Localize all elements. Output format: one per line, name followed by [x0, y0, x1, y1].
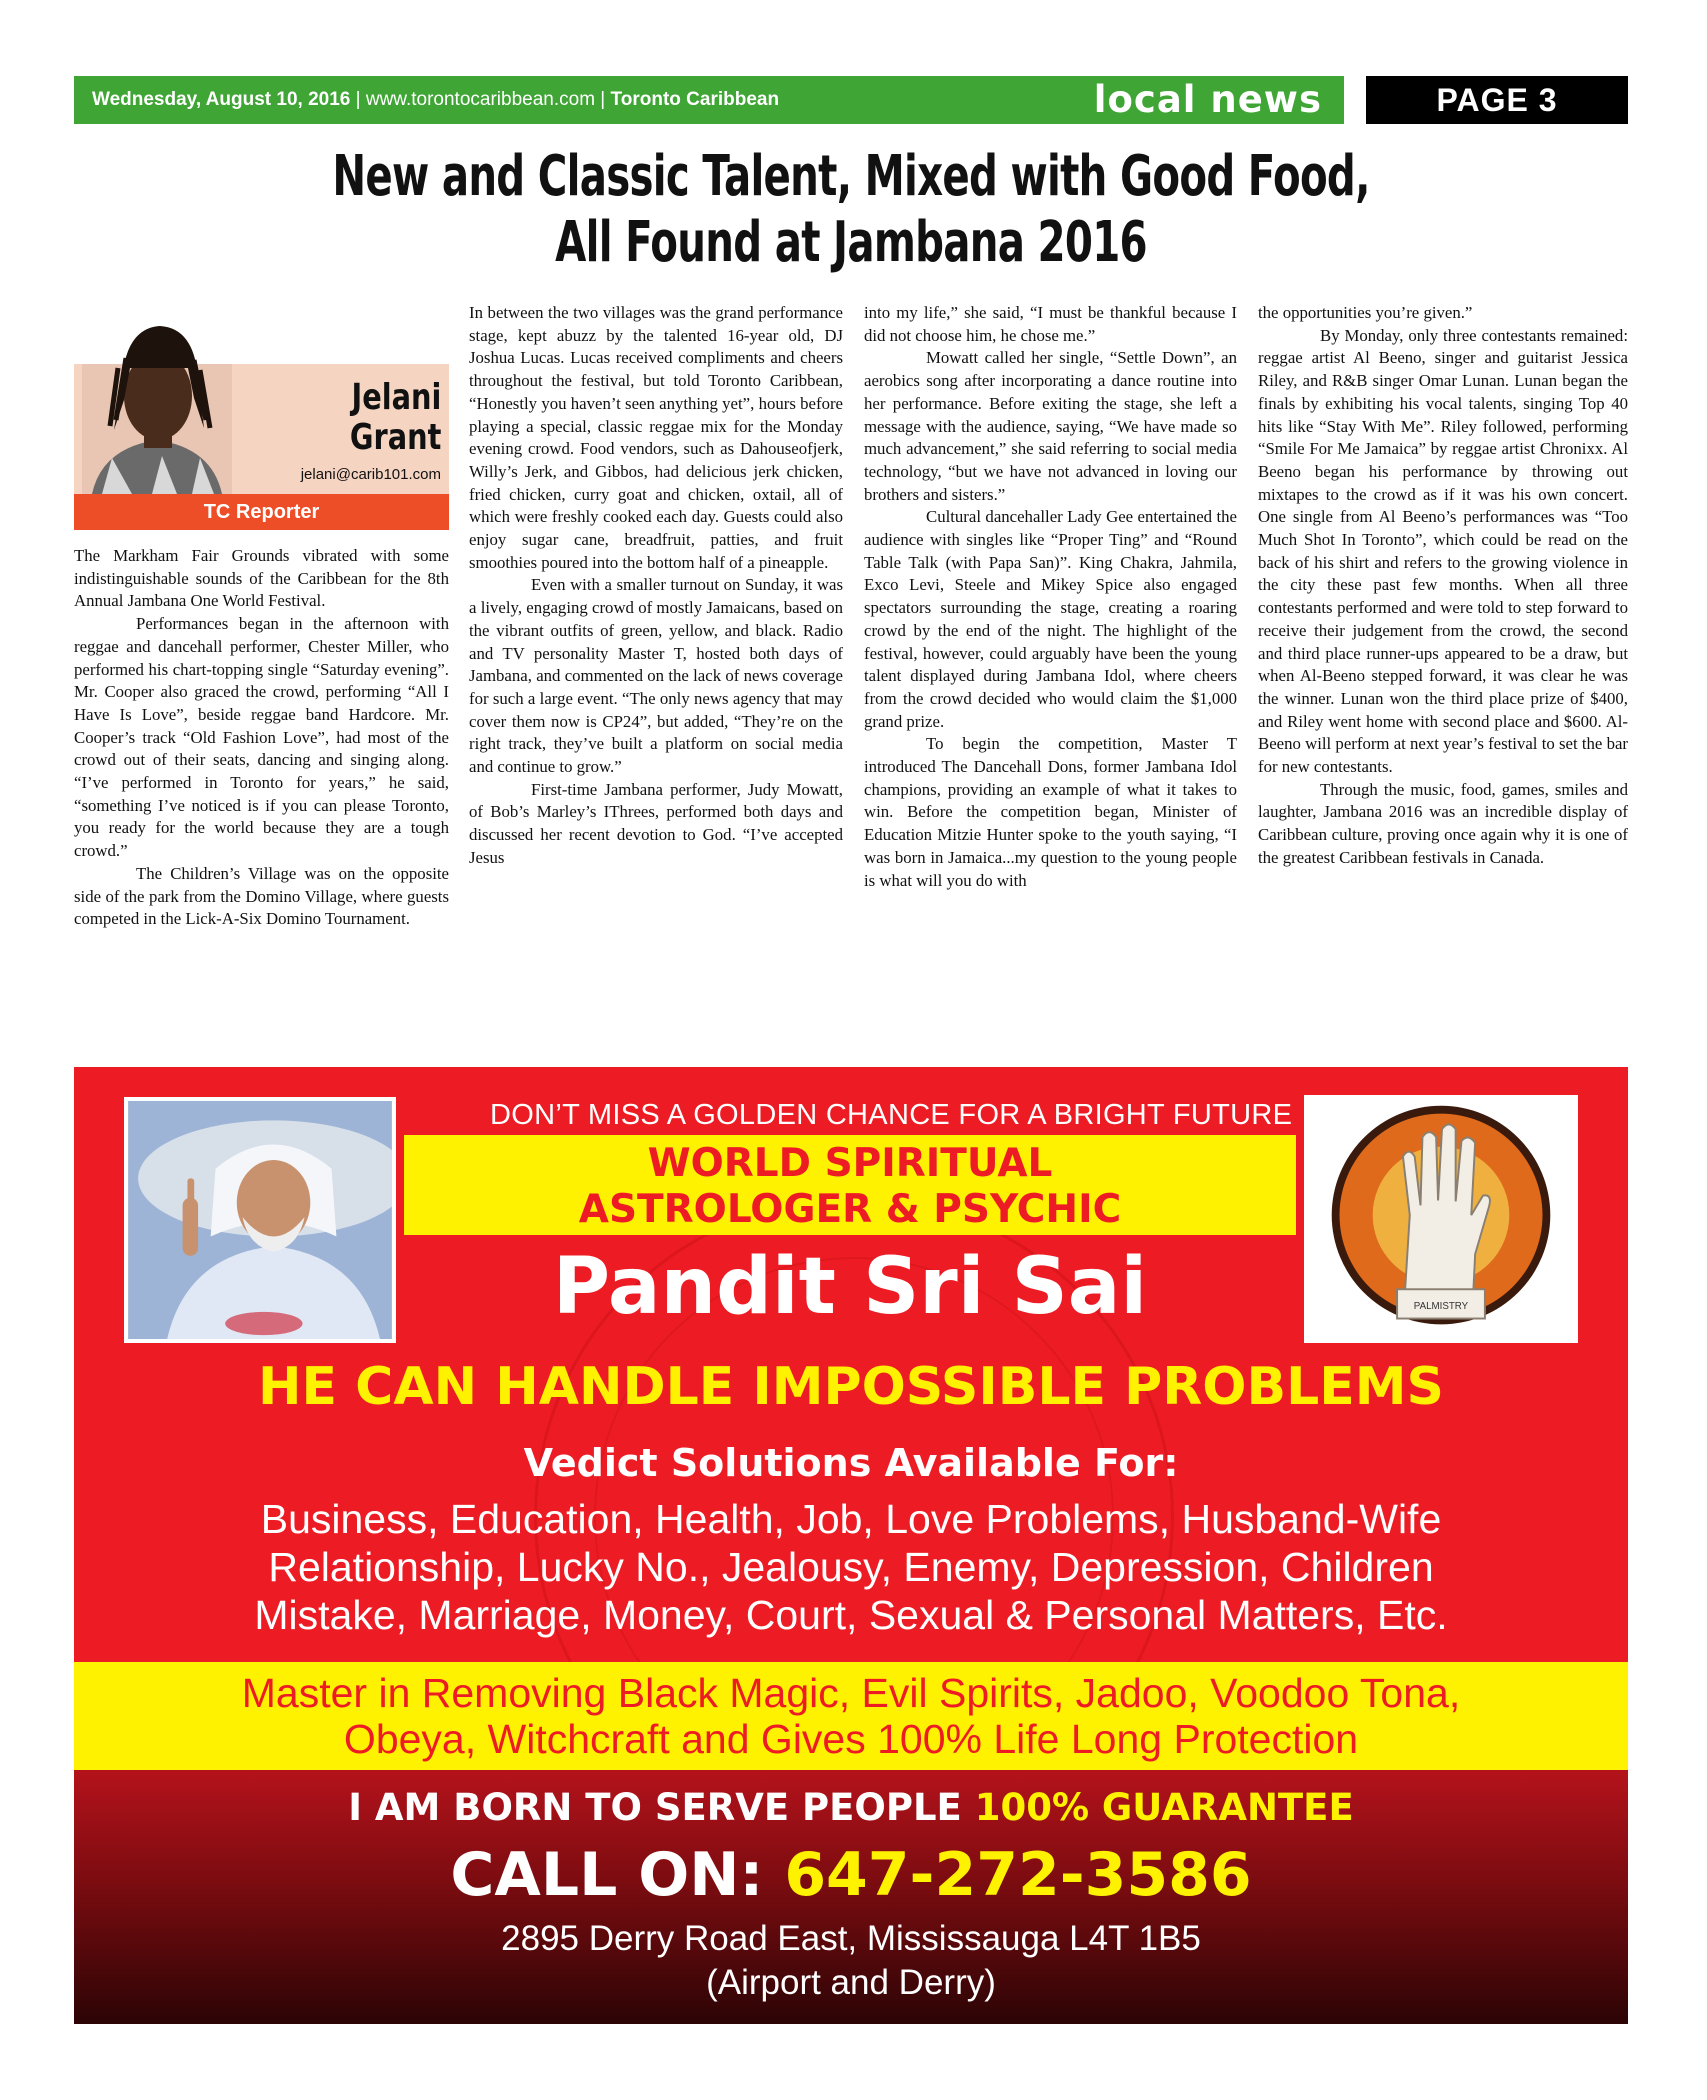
reporter-name [349, 378, 441, 458]
ad-services-line: Mistake, Marriage, Money, Court, Sexual & Personal Matters, Etc. [254, 1592, 1448, 1638]
ad-title-line-2: ASTROLOGER & PSYCHIC [578, 1187, 1122, 1232]
byline-box [74, 308, 449, 530]
headline-line-2: All Found at Jambana 2016 [555, 210, 1147, 275]
advertisement [74, 1067, 1628, 2024]
ad-address-line: (Airport and Derry) [706, 1963, 996, 2002]
article-paragraph: Cultural dancehaller Lady Gee entertained the audience with singles like “Proper Ting” and “Round Table Talk (with Papa San)”. King Chakra, Jahmila, Exco Levi, Steele and Mikey Spice also engaged spectators surrounding the stage, creating a roaring crowd by the end of the night. The highlight of the festival, however, could arguably have been the young talent displayed during Jambana Idol, where cheers from the crowd decided who would claim the $1,000 grand prize. [864, 507, 1237, 731]
ad-title-line-1: WORLD SPIRITUAL [647, 1141, 1053, 1186]
article-paragraph: Through the music, food, games, smiles and laughter, Jambana 2016 was an incredible display of Caribbean culture, proving once again why it is one of the greatest Caribbean festivals in Canada. [1258, 779, 1628, 867]
article-column-2 [469, 302, 843, 870]
article-paragraph: into my life,” she said, “I must be thankful because I did not choose him, he chose me.” [864, 303, 1237, 345]
article-paragraph: In between the two villages was the grand performance stage, kept abuzz by the talented 16-year old, DJ Joshua Lucas. Lucas received compliments and cheers throughout the festival, but told Toronto Caribbean, “Honestly you haven’t seen anything yet”, hours before playing a special, classic reggae mix for the Monday evening crowd. Food vendors, such as Dahouseofjerk, Willy’s Jerk, and Gibbos, had delicious jerk chicken, fried chicken, curry goat and chicken, oxtail, all of which were freshly cooked each day. Guests could also enjoy sugar cane, breadfruit, patties, and fruit smoothies poured into the bottom half of a pineapple. [469, 303, 843, 572]
ad-guarantee: 100% GUARANTEE [974, 1786, 1354, 1829]
sai-baba-portrait-icon [124, 1097, 396, 1343]
article-paragraph: Mowatt called her single, “Settle Down”, an aerobics song after incorporating a dance routine into her performance. Before exiting the stage, she left a message with the audience, saying, “We have made so much advancement,” she said referring to social media technology, “but we have not advanced in loving our brothers and sisters.” [864, 348, 1237, 504]
ad-phone-number[interactable]: 647-272-3586 [784, 1840, 1252, 1910]
article-paragraph: To begin the competition, Master T introduced The Dancehall Dons, former Jambana Idol champions, providing an example of what it takes to win. Before the competition began, Minister of Education Mitzie Hunter spoke to the youth saying, “I was born in Jamaica...my question to the young people is what will you do with [864, 734, 1237, 890]
header-separator: | [350, 89, 366, 110]
ad-master-line: Master in Removing Black Magic, Evil Spirits, Jadoo, Voodoo Tona, [241, 1670, 1461, 1716]
article-column-1 [74, 545, 449, 931]
article-paragraph: The Markham Fair Grounds vibrated with some indistinguishable sounds of the Caribbean for the 8th Annual Jambana One World Festival. [74, 546, 449, 611]
ad-services-line: Relationship, Lucky No., Jealousy, Enemy, Depression, Children [268, 1544, 1434, 1590]
headline-line-1: New and Classic Talent, Mixed with Good Food, [332, 144, 1370, 209]
reporter-email[interactable]: jelani@carib101.com [300, 466, 441, 483]
ad-tagline: HE CAN HANDLE IMPOSSIBLE PROBLEMS [258, 1357, 1444, 1417]
header-bar [74, 76, 1344, 124]
palmistry-hand-zodiac-icon [1304, 1095, 1578, 1343]
header-date: Wednesday, August 10, 2016 [92, 89, 351, 110]
palmistry-illustration [1307, 1098, 1575, 1340]
reporter-photo [82, 308, 232, 494]
ad-address [74, 1917, 1628, 2005]
ad-vedict-heading: Vedict Solutions Available For: [523, 1441, 1179, 1485]
ad-dont-miss: DON’T MISS A GOLDEN CHANCE FOR A BRIGHT FUTURE [404, 1095, 1296, 1135]
article-headline [292, 144, 1411, 276]
ad-services-line: Business, Education, Health, Job, Love Problems, Husband-Wife [260, 1496, 1442, 1542]
ad-title-banner [404, 1135, 1296, 1235]
page-number: PAGE 3 [1366, 76, 1628, 124]
reporter-last-name: Grant [349, 417, 441, 458]
section-label: local news [1093, 78, 1322, 121]
article-paragraph: The Children’s Village was on the opposite side of the park from the Domino Village, where guests competed in the Lick-A-Six Domino Tournament. [74, 863, 449, 929]
article-paragraph: By Monday, only three contestants remained: reggae artist Al Beeno, singer and guitarist Jessica Riley, and R&B singer Omar Lunan. Lunan began the finals by exhibiting his vocal talents, singing Top 40 hits like “Stay With Me”. Riley followed, performing “Smile For Me Jamaica” by reggae artist Chronixx. Al Beeno began his performance by throwing out mixtapes to the crowd as if it was his own concert. One single from Al Beeno’s performances was “Too Much Shot In Toronto”, which could be read on the back of his shirt and refers to the growing violence in the city these past few months. When all three contestants performed and were told to step forward to receive their judgement from the crowd, the second and third place runner-ups appeared to be a draw, but when Al-Beeno stepped forward, it was clear he was the winner. Lunan won the third place prize of $400, and Riley went home with second place and $600. Al-Beeno will perform at next year’s festival to set the bar for new contestants. [1258, 325, 1628, 777]
header-website[interactable]: www.torontocaribbean.com [365, 89, 596, 110]
ad-services-list [74, 1495, 1628, 1639]
article-paragraph: Performances began in the afternoon with reggae and dancehall performer, Chester Miller, who performed his chart-topping single “Saturday evening”. Mr. Cooper also graced the crowd, performing “All I Have Is Love”, beside reggae band Hardcore. Mr. Cooper’s track “Old Fashion Love”, had most of the crowd out of their seats, dancing and singing along. “I’ve performed in Toronto for years,” he said, “something I’ve noticed is if you can please Toronto, you ready for the world because they are a tough crowd.” [74, 614, 449, 861]
sai-baba-illustration [128, 1101, 392, 1339]
palm-label: PALMISTRY [1413, 1300, 1469, 1312]
ad-address-line: 2895 Derry Road East, Mississauga L4T 1B5 [501, 1919, 1201, 1958]
reporter-first-name: Jelani [351, 377, 441, 418]
article-paragraph: First-time Jambana performer, Judy Mowatt, of Bob’s Marley’s IThrees, performed both days and discussed her recent devotion to God. “I’ve accepted Jesus [469, 779, 843, 867]
ad-born-line [74, 1782, 1628, 1834]
ad-call-line [74, 1837, 1628, 1913]
header-separator: | [595, 89, 611, 110]
article-paragraph: the opportunities you’re given.” [1258, 303, 1473, 322]
article-paragraph: Even with a smaller turnout on Sunday, it was a lively, engaging crowd of mostly Jamaicans, based on the vibrant outfits of green, yellow, and black. Radio and TV personality Master T, hosted both days of Jambana, and commented on the lack of news coverage for such a large event. “The only news agency that may cover them now is CP24”, but added, “They’re on the right track, they’ve built a platform on social media and continue to grow.” [469, 575, 843, 777]
ad-born-text: I AM BORN TO SERVE PEOPLE [348, 1786, 962, 1829]
article-column-3 [864, 302, 1237, 892]
header-publication: Toronto Caribbean [610, 89, 780, 110]
article-column-4 [1258, 302, 1628, 870]
ad-call-label: CALL ON: [450, 1840, 764, 1910]
ad-master-line: Obeya, Witchcraft and Gives 100% Life Long Protection [343, 1716, 1359, 1762]
ad-name: Pandit Sri Sai [552, 1242, 1148, 1332]
header-info [92, 89, 779, 111]
reporter-role-banner: TC Reporter [74, 494, 449, 530]
ad-master-banner [74, 1662, 1628, 1770]
